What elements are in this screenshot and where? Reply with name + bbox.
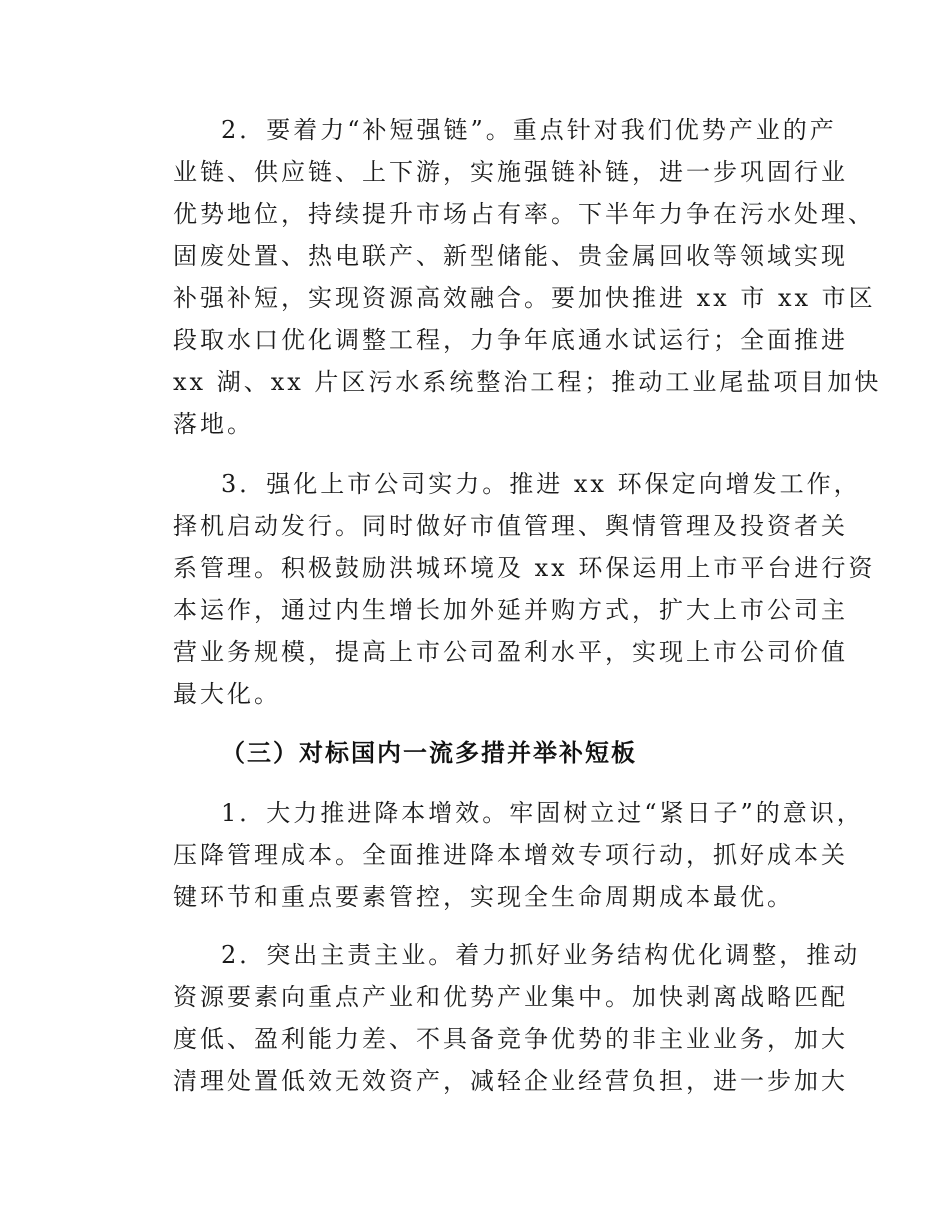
paragraph-1-line-3: 优势地位，持续提升市场占有率。下半年力争在污水处理、 xyxy=(173,200,875,228)
paragraph-1-line-8: 落地。 xyxy=(173,410,254,438)
paragraph-1-line-2: 业链、供应链、上下游，实施强链补链，进一步巩固行业 xyxy=(173,158,848,186)
paragraph-4-line-2: 资源要素向重点产业和优势产业集中。加快剥离战略匹配 xyxy=(173,983,848,1011)
paragraph-4-line-4: 清理处置低效无效资产，减轻企业经营负担，进一步加大 xyxy=(173,1067,848,1095)
paragraph-1-line-1: 2．要着力“补短强链”。重点针对我们优势产业的产 xyxy=(221,116,837,144)
paragraph-1-line-6: 段取水口优化调整工程，力争年底通水试运行；全面推进 xyxy=(173,326,848,354)
paragraph-1-line-5: 补强补短，实现资源高效融合。要加快推进 xx 市 xx 市区 xyxy=(173,284,876,312)
paragraph-2-line-4: 本运作，通过内生增长加外延并购方式，扩大上市公司主 xyxy=(173,596,848,624)
paragraph-3-line-2: 压降管理成本。全面推进降本增效专项行动，抓好成本关 xyxy=(173,841,848,869)
paragraph-2-line-3: 系管理。积极鼓励洪城环境及 xx 环保运用上市平台进行资 xyxy=(173,554,876,582)
paragraph-1-line-7: xx 湖、xx 片区污水系统整治工程；推动工业尾盐项目加快 xyxy=(173,368,882,396)
paragraph-2-line-5: 营业务规模，提高上市公司盈利水平，实现上市公司价值 xyxy=(173,638,848,666)
paragraph-2-line-6: 最大化。 xyxy=(173,680,281,708)
paragraph-2-line-2: 择机启动发行。同时做好市值管理、舆情管理及投资者关 xyxy=(173,512,848,540)
section-heading: （三）对标国内一流多措并举补短板 xyxy=(221,739,637,767)
paragraph-4-line-1: 2．突出主责主业。着力抓好业务结构优化调整，推动 xyxy=(221,941,861,969)
paragraph-3-line-3: 键环节和重点要素管控，实现全生命周期成本最优。 xyxy=(173,883,794,911)
paragraph-1-line-4: 固废处置、热电联产、新型储能、贵金属回收等领域实现 xyxy=(173,242,848,270)
paragraph-2-line-1: 3．强化上市公司实力。推进 xx 环保定向增发工作， xyxy=(221,470,861,498)
paragraph-3-line-1: 1．大力推进降本增效。牢固树立过“紧日子”的意识， xyxy=(221,799,864,827)
paragraph-4-line-3: 度低、盈利能力差、不具备竞争优势的非主业业务，加大 xyxy=(173,1025,848,1053)
